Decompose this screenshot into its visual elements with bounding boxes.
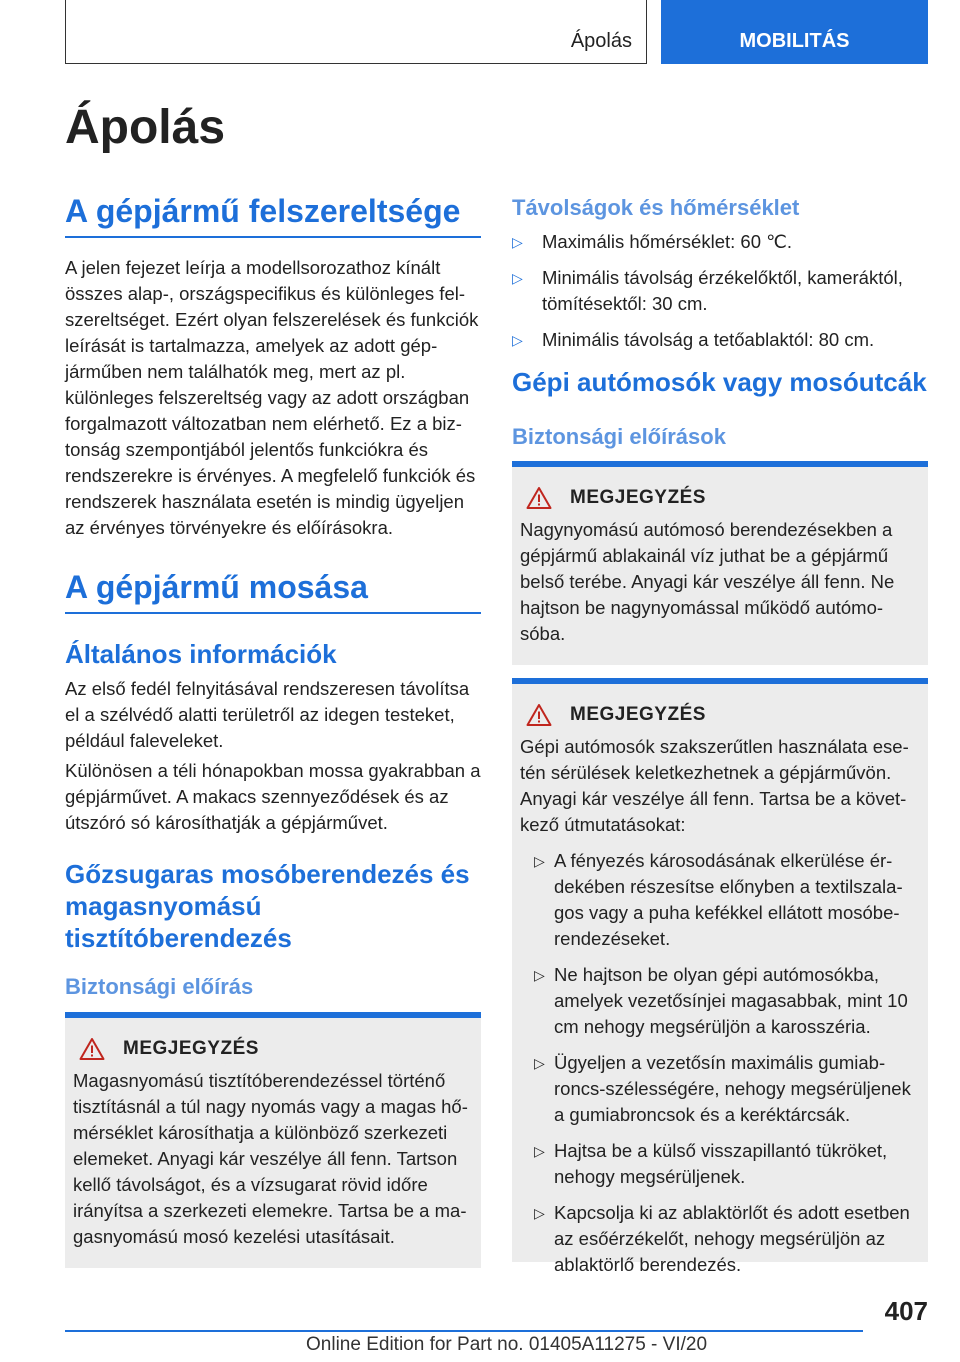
list-item: ▷ A fényezés károsodásának elkerülése érdekében részesítse előnyben a textilszalagos vagy a puha kefékkel ellátott mosóberendezéseket. [534, 850, 903, 949]
notice-label: MEGJEGYZÉS [570, 487, 706, 508]
notice-header [520, 702, 920, 728]
carwash-notice-box-1 [512, 461, 928, 665]
carwash-notice-box-2 [512, 678, 928, 1275]
general-info-paragraph-2: Különösen a téli hónapokban mossa gyakrabban a gépjárművet. A makacs szennyeződések és az útszóró só károsíthatják a gépjárművet. [65, 760, 481, 833]
steam-notice-box [65, 1012, 481, 1268]
warning-triangle-icon [79, 1037, 105, 1061]
carwash-heading: Gépi autómosók vagy mosóutcák [512, 367, 927, 397]
header-chapter-label: MOBILITÁS [739, 30, 850, 52]
triangle-bullet-icon: ▷ [512, 270, 523, 286]
footer-divider [65, 1330, 863, 1332]
general-info-paragraph-1: Az első fedél felnyitásával rendszeresen távolítsa el a szélvédő alatti területről az idegen testeket, például faleveleket. [65, 678, 470, 751]
header-section-label: Ápolás [570, 30, 632, 52]
page-title: Ápolás [65, 101, 226, 154]
footer-edition-text: Online Edition for Part no. 01405A11275 - VI/20 [306, 1334, 708, 1355]
list-item: ▷ Kapcsolja ki az ablaktörlőt és adott esetben az esőérzékelőt, nehogy megsérüljön az ablaktörlő berendezés. [534, 1202, 910, 1275]
triangle-bullet-icon: ▷ [534, 967, 545, 983]
header-chapter-tab [661, 0, 928, 64]
list-item: ▷ Ügyeljen a vezetősín maximális gumiabroncs-szélességére, nehogy megsérüljenek a gumiabroncsok és a keréktárcsák. [534, 1052, 911, 1125]
warning-triangle-icon [526, 486, 552, 510]
equipment-text: A jelen fejezet leírja a modellsorozathoz kínált összes alap-, országspecifikus és különleges felszereltséget. Ezért olyan felszerelések és funkciók leírását is tartalmazza, amelyek az adott gépjárműben nem találhatók meg, mert az pl. különleges felszereltség vagy az adott országban forgalmazott változatban nem elérhető. Ez a biztonság szempontjából jelentős funkciókra és rendszerekre is érvényes. A megfelelő funkciók és rendszerek használata esetén is mindig ügyeljen az érvényes törvényekre és előírásokra. [65, 257, 479, 538]
steam-cleaner-heading: Gőzsugaras mosóberendezés és magasnyomású tisztítóberendezés [65, 859, 470, 953]
notice-label: MEGJEGYZÉS [570, 704, 706, 725]
list-item: ▷ Ne hajtson be olyan gépi autómosókba, amelyek vezetősínjei magasabbak, mint 10 cm nehogy megsérüljön a karosszéria. [534, 964, 908, 1037]
carwash-notice-2-text: Gépi autómosók szakszerűtlen használata esetén sérülések keletkezhetnek a gépjárművön. Anyagi kár veszélye áll fenn. Tartsa be a következő útmutatásokat: [520, 736, 909, 835]
equipment-heading: A gépjármű felszereltsége [65, 193, 481, 238]
carwash-safety-heading: Biztonsági előírások [512, 424, 726, 449]
header-section-tab [65, 0, 647, 64]
triangle-bullet-icon: ▷ [512, 332, 523, 348]
warning-triangle-icon [526, 703, 552, 727]
list-item: ▷ Hajtsa be a külső visszapillantó tükröket, nehogy megsérüljenek. [534, 1140, 888, 1187]
triangle-bullet-icon: ▷ [534, 1205, 545, 1221]
carwash-instructions-list [520, 848, 920, 1278]
list-item: ▷ Maximális hőmérséklet: 60 ℃. [512, 229, 928, 255]
triangle-bullet-icon: ▷ [534, 853, 545, 869]
triangle-bullet-icon: ▷ [534, 1143, 545, 1159]
triangle-bullet-icon: ▷ [534, 1055, 545, 1071]
steam-notice-text: Magasnyomású tisztítóberendezéssel történő tisztításnál a túl nagy nyomás vagy a magas hőmérséklet károsíthatja a különböző szerkezeti elemeket. Anyagi kár veszélye áll fenn. Tartson kellő távolságot, és a vízsugarat rövid időre irányítsa a szerkezeti elemekre. Tartsa be a magasnyomású mosó kezelési utasításait. [73, 1070, 468, 1247]
washing-heading: A gépjármű mosása [65, 569, 481, 614]
notice-label: MEGJEGYZÉS [123, 1038, 259, 1059]
page-number: 407 [884, 1296, 928, 1326]
notice-header [520, 485, 920, 511]
carwash-notice-1-text: Nagynyomású autómosó berendezésekben a gépjármű ablakainál víz juthat be a gépjármű belső terébe. Anyagi kár veszélye áll fenn. Ne hajtson be nagynyomással működő autómosóba. [520, 519, 895, 644]
general-info-heading: Általános információk [65, 639, 337, 669]
distances-list [512, 229, 928, 363]
list-item: ▷ Minimális távolság érzékelőktől, kameráktól, tömítésektől: 30 cm. [512, 267, 903, 314]
triangle-bullet-icon: ▷ [512, 234, 523, 250]
notice-header [73, 1036, 473, 1062]
list-item: ▷ Minimális távolság a tetőablaktól: 80 cm. [512, 327, 928, 353]
steam-safety-heading: Biztonsági előírás [65, 974, 254, 999]
distances-heading: Távolságok és hőmérséklet [512, 195, 800, 220]
